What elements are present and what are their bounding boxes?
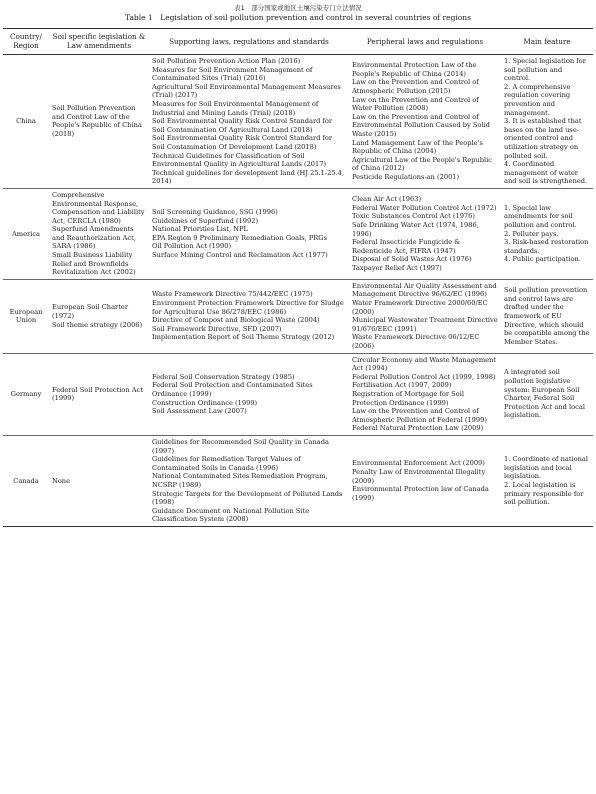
cell-entry: National Contaminated Sites Remediation Program, NCSRP (1989) (152, 472, 328, 489)
cell-entry: Superfund Amendments and Reauthorization Act, SARA (1986) (52, 225, 136, 251)
table-row (3, 188, 593, 279)
cell-entry: Directive of Compost and Biological Waste (2004) (152, 316, 320, 325)
cell-entry: Construction Ordinance (1999) (152, 398, 258, 407)
cell-entry: Penalty Law of Environmental Illegality (2009) (352, 468, 486, 485)
cell-entry: Disposal of Solid Wastes Act (1976) (352, 255, 472, 264)
cell-entry: Technical Guidelines for Classification of Soil Environmental Quality in Agricultural Lands (2017) (152, 151, 327, 169)
soil-legislation-cell (49, 353, 149, 435)
country-cell: China (3, 55, 49, 189)
main-feature-cell (501, 188, 593, 279)
cell-entry: Guidelines for Remediation Target Values of Contaminated Soils in Canada (1996) (152, 455, 301, 472)
cell-entry: Soil Pollution Prevention Action Plan (2016) (152, 57, 301, 65)
cell-entry: Environment Protection Framework Directive for Sludge for Agricultural Use 86/278/EEC (1986) (152, 299, 344, 316)
soil-legislation-cell (49, 188, 149, 279)
peripheral-laws-cell (349, 435, 501, 526)
cell-entry: Safe Drinking Water Act (1974, 1986, 1996) (352, 220, 479, 238)
cell-entry: Law on the Prevention and Control of Water Pollution (2008) (352, 95, 479, 113)
table-row (3, 353, 593, 435)
header-peripheral-laws: Peripheral laws and regulations (349, 29, 501, 55)
cell-entry: Toxic Substances Control Act (1976) (352, 212, 475, 221)
cell-entry: Clean Air Act (1963) (352, 195, 422, 204)
cell-entry: Soil Framework Directive, SFD (2007) (152, 324, 282, 333)
cell-entry: Measures for Soil Environment Management of Contaminated Sites (Trial) (2016) (152, 65, 313, 83)
cell-entry: Registration of Mortgage for Soil Protection Ordinance (1999) (352, 389, 464, 407)
cell-entry: Federal Soil Conservation Strategy (1985) (152, 372, 295, 381)
cell-entry: Strategic Targets for the Development of Polluted Lands (1998) (152, 489, 343, 507)
cell-entry: Soil Pollution Prevention and Control Law of the People's Republic of China (2018) (52, 104, 142, 139)
cell-entry: Comprehensive Environmental Response, Compensation and Liability Act, CERCLA (1980) (52, 190, 145, 225)
header-supporting-laws: Supporting laws, regulations and standards (149, 29, 349, 55)
header-soil-legislation: Soil specific legislation & Law amendments (49, 29, 149, 55)
country-cell: Germany (3, 353, 49, 435)
cell-entry: Water Framework Directive 2000/60/EC (2000) (352, 299, 488, 316)
cell-entry: Implementation Report of Soil Theme Strategy (2012) (152, 333, 335, 342)
cell-entry: Environmental Protection law of Canada (1999) (352, 485, 489, 502)
cell-entry: Agricultural Soil Environmental Management Measures (Trial) (2017) (152, 82, 341, 100)
cell-entry: Law on the Prevention and Control of Atmospheric Pollution of Federal (1999) (352, 407, 487, 424)
soil-legislation-cell (49, 279, 149, 353)
cell-entry: 1. Special legislation for soil pollution and control. (504, 57, 586, 83)
main-feature-cell (501, 353, 593, 435)
cell-entry: Land Management Law of the People's Republic of China (2004) (352, 138, 483, 156)
cell-entry: 4. Public participation. (504, 255, 581, 264)
cell-entry: 1. Special law amendments for soil pollution and control. (504, 203, 577, 229)
cell-entry: Environmental Air Quality Assessment and Management Directive 96/62/EC (1996) (352, 281, 497, 299)
header-main-feature: Main feature (501, 29, 593, 55)
supporting-laws-cell (149, 353, 349, 435)
table-caption-english: Table 1 Legislation of soil pollution prevention and control in several countries of regions (125, 13, 471, 22)
soil-legislation-cell (49, 435, 149, 526)
legislation-table (3, 28, 593, 527)
cell-entry: European Soil Charter (1972) (52, 303, 128, 320)
cell-entry: 3. Risk-based restoration standards. (504, 238, 589, 255)
cell-entry: Law on the Prevention and Control of Atmospheric Pollution (2015) (352, 78, 479, 96)
cell-entry: None (52, 476, 71, 485)
table-row (3, 435, 593, 526)
cell-entry: Circular Economy and Waste Management Act (1994) (352, 355, 497, 373)
cell-entry: Environmental Protection Law of the People's Republic of China (2014) (352, 61, 477, 78)
peripheral-laws-cell (349, 279, 501, 353)
cell-entry: National Priorities List, NPL (152, 225, 248, 234)
cell-entry: Waste Framework Directive 06/12/EC (2006) (352, 333, 480, 350)
cell-entry: Technical guidelines for development land (HJ 25.1-25.4, 2014) (152, 168, 345, 186)
cell-entry: Soil pollution prevention and control laws are drafted under the framework of EU Directive, which should be compatible among the Member States. (504, 286, 590, 346)
cell-entry: 3. It is established that bases on the land use-oriented control and utilization strategy on polluted soil. (504, 117, 582, 160)
cell-entry: Federal Natural Protection Law (2009) (352, 424, 484, 433)
cell-entry: Agricultural Law of the People's Republic of China (2012) (352, 155, 492, 173)
cell-entry: Taxpayer Relief Act (1997) (352, 263, 442, 272)
cell-entry: Pesticide Regulations-an (2001) (352, 173, 460, 182)
cell-entry: 2. Polluter pays. (504, 229, 559, 238)
cell-entry: Soil Environmental Quality Risk Control Standard for Soil Contamination Of Development Land (2018) (152, 134, 333, 151)
cell-entry: Guidelines of Superfund (1992) (152, 216, 259, 225)
country-cell: Canada (3, 435, 49, 526)
cell-entry: Surface Mining Control and Reclamation Act (1977) (152, 251, 328, 260)
cell-entry: Federal Soil Protection Act (1999) (52, 385, 143, 403)
cell-entry: Soil Screening Guidance, SSG (1996) (152, 208, 278, 217)
cell-entry: Environmental Enforcement Act (2009) (352, 459, 485, 468)
cell-entry: A integrated soil pollution legislative system: European Soil Charter, Federal Soil Protection Act and local legislation. (504, 368, 585, 420)
cell-entry: 4. Coordinated management of water and soil is strengthened. (504, 160, 588, 186)
cell-entry: Waste Framework Directive 75/442/EEC (1975) (152, 290, 313, 299)
cell-entry: Law on the Prevention and Control of Environmental Pollution Caused by Solid Waste (2015) (352, 112, 490, 139)
cell-entry: Municipal Wastewater Treatment Directive 91/676/EEC (1991) (352, 316, 498, 333)
cell-entry: 1. Coordinate of national legislation and local legislation. (504, 455, 588, 481)
cell-entry: Guidance Document on National Pollution Site Classification System (2008) (152, 506, 310, 524)
table-body (3, 55, 593, 527)
supporting-laws-cell (149, 188, 349, 279)
main-feature-cell (501, 279, 593, 353)
cell-entry: Measures for Soil Environmental Management of Industrial and Mining Lands (Trial) (2018) (152, 99, 319, 117)
main-feature-cell (501, 55, 593, 189)
cell-entry: 2. A comprehensive regulation covering prevention and management. (504, 82, 571, 117)
cell-entry: Federal Soil Protection and Contaminated Sites Ordinance (1999) (152, 381, 313, 398)
soil-legislation-cell (49, 55, 149, 189)
supporting-laws-cell (149, 55, 349, 189)
cell-entry: Federal Pollution Control Act (1999, 1998) (352, 372, 496, 381)
cell-entry: Fertilisation Act (1997, 2009) (352, 381, 452, 390)
table-row (3, 55, 593, 189)
cell-entry: Soil Assessment Law (2007) (152, 407, 247, 416)
cell-entry: Guidelines for Recommended Soil Quality in Canada (1997) (152, 437, 329, 455)
peripheral-laws-cell (349, 55, 501, 189)
cell-entry: Small Business Liability Relief and Brownfields Revitalization Act (2002) (52, 251, 136, 277)
peripheral-laws-cell (349, 353, 501, 435)
supporting-laws-cell (149, 435, 349, 526)
header-country: Country/ Region (3, 29, 49, 55)
cell-entry: Oil Pollution Act (1990) (152, 242, 232, 251)
peripheral-laws-cell (349, 188, 501, 279)
supporting-laws-cell (149, 279, 349, 353)
table-caption-chinese: 表1 部分国家或地区土壤污染专门立法情况 (234, 4, 362, 12)
table-header-row (3, 29, 593, 55)
country-cell: European Union (3, 279, 49, 353)
cell-entry: Soil Environmental Quality Risk Control Standard for Soil Contamination Of Agricultural Land (2018) (152, 117, 333, 134)
country-cell: America (3, 188, 49, 279)
cell-entry: 2. Local legislation is primary responsible for soil pollution. (504, 480, 584, 507)
main-feature-cell (501, 435, 593, 526)
cell-entry: Federal Insecticide Fungicide & Redenticide Act, FIFRA (1947) (352, 238, 461, 255)
cell-entry: Soil theme strategy (2006) (52, 320, 143, 329)
cell-entry: EPA Region 9 Preliminary Remediation Goals, PRGs (152, 233, 328, 242)
cell-entry: Federal Water Pollution Control Act (1972) (352, 203, 497, 212)
table-row (3, 279, 593, 353)
